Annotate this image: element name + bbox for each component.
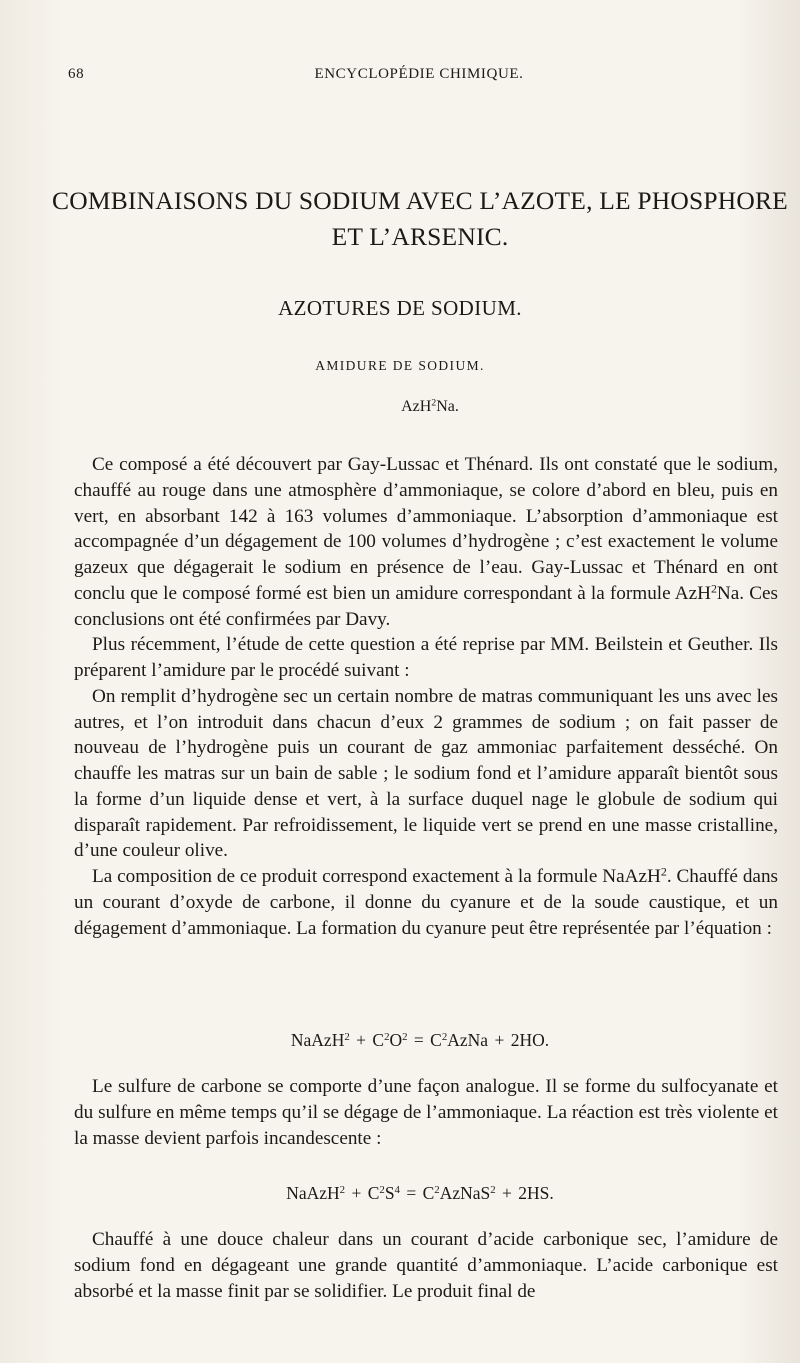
paragraph-acide-carbonique: Chauffé à une douce chaleur dans un courant d’acide carbonique sec, l’amidure de sodium fond en dégageant une grande quantité d’ammoniaque. L’acide carbonique est absorbé et la masse finit par se solidifier. Le produit final de — [74, 1229, 778, 1302]
chapter-title — [40, 183, 800, 255]
subsection-title: AMIDURE DE SODIUM. — [315, 358, 485, 373]
section-title: AZOTURES DE SODIUM. — [278, 296, 522, 320]
paragraph-composition: La composition de ce produit correspond exactement à la formule NaAzH$^2$. Chauffé dans un courant d’oxyde de carbone, il donne du cyanure et de la soude caustique, et un dégagement d’ammoniaque. La formation du cyanure peut être représentée par l’équation : — [74, 864, 779, 939]
running-header — [68, 66, 770, 90]
paragraph-discovery: Ce composé a été découvert par Gay-Lussac et Thénard. Ils ont constaté que le sodium, chauffé au rouge dans une atmosphère d’ammoniaque, se colore d’abord en bleu, puis en vert, en absorbant 142 à 163 volumes d’ammoniaque. L’absorption d’ammoniaque est accompagnée d’un dégagement de 100 volumes d’hydrogène ; c’est exactement le volume gazeux que dégagerait le sodium en présence de l’eau. Gay-Lussac et Thénard en ont conclu que le composé formé est bien un amidure correspondant à la formule AzH$^2$Na. Ces conclusions ont été confirmées par Davy. — [74, 454, 779, 630]
body-text-block-3 — [74, 1227, 778, 1304]
chapter-title-line-2: ET L’ARSENIC. — [331, 222, 509, 251]
body-text-block-2 — [74, 1074, 778, 1151]
compound-formula: AzH$^2$Na. — [401, 397, 459, 415]
paragraph-recent-study: Plus récemment, l’étude de cette question a été reprise par MM. Beilstein et Geuther. Ils préparent l’amidure par le procédé suivant : — [74, 634, 778, 681]
page-number: 68 — [68, 66, 85, 82]
running-title: ENCYCLOPÉDIE CHIMIQUE. — [314, 66, 524, 82]
chapter-title-line-1: COMBINAISONS DU SODIUM AVEC L’AZOTE, LE PHOSPHORE — [52, 186, 788, 215]
equation-cyanure: NaAzH$^2$ + $C^2O^2$ = $C^2AzNa + 2HO$. — [290, 1030, 550, 1050]
body-text-block-1 — [74, 452, 778, 941]
equation-sulfocyanate: NaAzH$^2$ + $C^2S^4$ = $C^2AzNaS^2 + 2HS$. — [286, 1183, 554, 1203]
paragraph-procedure: On remplit d’hydrogène sec un certain nombre de matras communiquant les uns avec les autres, et l’on introduit dans chacun d’eux 2 grammes de sodium ; on fait passer de nouveau de l’hydrogène puis un courant de gaz ammoniac parfaitement desséché. On chauffe les matras sur un bain de sable ; le sodium fond et l’amidure apparaît bientôt sous la forme d’un liquide dense et vert, à la surface duquel nage le globule de sodium qui disparaît rapidement. Par refroidissement, le liquide vert se prend en une masse cristalline, d’une couleur olive. — [74, 685, 778, 862]
paragraph-sulfure: Le sulfure de carbone se comporte d’une façon analogue. Il se forme du sulfocyanate et du sulfure en même temps qu’il se dégage de l’ammoniaque. La réaction est très violente et la masse devient parfois incandescente : — [74, 1076, 778, 1149]
